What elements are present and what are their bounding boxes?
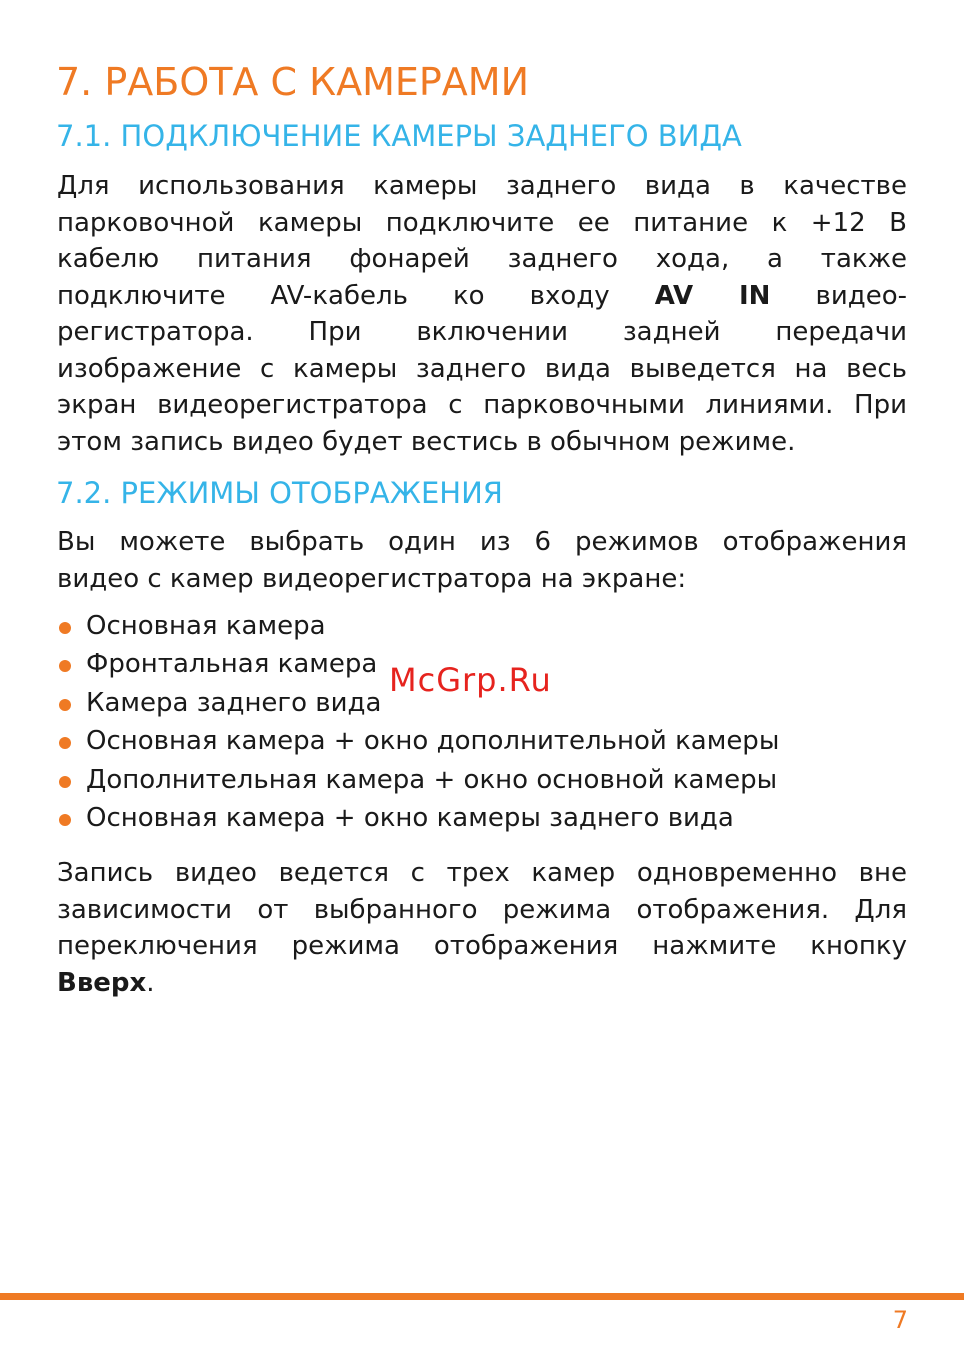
list-item-label: Основная камера + окно дополнительной камеры <box>86 726 780 757</box>
list-item <box>57 722 779 760</box>
bullet-icon <box>59 737 71 749</box>
paragraph-line <box>57 278 907 315</box>
list-item <box>57 799 779 837</box>
paragraph-line: регистратора. При включении задней передачи <box>57 317 907 347</box>
paragraph-line: этом запись видео будет вестись в обычном режиме. <box>57 426 796 457</box>
paragraph-line: переключения режима отображения нажмите кнопку <box>57 931 907 961</box>
section-title: 7. РАБОТА С КАМЕРАМИ <box>56 60 530 104</box>
display-modes-intro <box>57 524 907 597</box>
list-item-label: Основная камера <box>86 611 326 641</box>
paragraph-line: зависимости от выбранного режима отображения. Для <box>57 894 907 925</box>
paragraph-text: видео- <box>770 280 907 311</box>
paragraph-line: изображение с камеры заднего вида выведется на весь <box>57 353 907 384</box>
paragraph-text: подключите AV-кабель ко входу <box>57 280 655 311</box>
paragraph-text: . <box>146 967 155 998</box>
paragraph-line: видео с камер видеорегистратора на экране: <box>57 563 687 594</box>
paragraph-line <box>57 965 907 1002</box>
paragraph-line: Для использования камеры заднего вида в качестве <box>57 171 907 201</box>
display-modes-list <box>57 607 779 837</box>
bullet-icon <box>59 776 71 788</box>
paragraph-line: парковочной камеры подключите ее питание к +12 В <box>57 207 907 238</box>
paragraph-line: экран видеорегистратора с парковочными линиями. При <box>57 390 907 420</box>
watermark: McGrp.Ru <box>389 661 552 699</box>
list-item-label: Основная камера + окно камеры заднего вида <box>86 803 734 834</box>
av-in-label: AV IN <box>654 280 771 311</box>
list-item <box>57 761 779 799</box>
rear-camera-paragraph <box>57 168 907 460</box>
footer-divider <box>0 1293 964 1300</box>
bullet-icon <box>59 814 71 826</box>
subsection-title-rear-camera: 7.1. ПОДКЛЮЧЕНИЕ КАМЕРЫ ЗАДНЕГО ВИДА <box>56 119 742 153</box>
bullet-icon <box>59 660 71 672</box>
paragraph-line: Вы можете выбрать один из 6 режимов отображения <box>57 527 907 557</box>
paragraph-line: кабелю питания фонарей заднего хода, а также <box>57 244 907 274</box>
list-item-label: Камера заднего вида <box>86 687 382 718</box>
subsection-title-display-modes: 7.2. РЕЖИМЫ ОТОБРАЖЕНИЯ <box>56 476 503 510</box>
list-item <box>57 607 779 645</box>
up-button-label: Вверх <box>57 967 147 998</box>
paragraph-line: Запись видео ведется с трех камер одновременно вне <box>57 858 907 888</box>
bullet-icon <box>59 622 71 634</box>
page-number: 7 <box>892 1306 908 1334</box>
display-modes-outro <box>57 855 907 1001</box>
bullet-icon <box>59 699 71 711</box>
list-item-label: Фронтальная камера <box>86 649 378 680</box>
list-item-label: Дополнительная камера + окно основной камеры <box>86 764 778 795</box>
